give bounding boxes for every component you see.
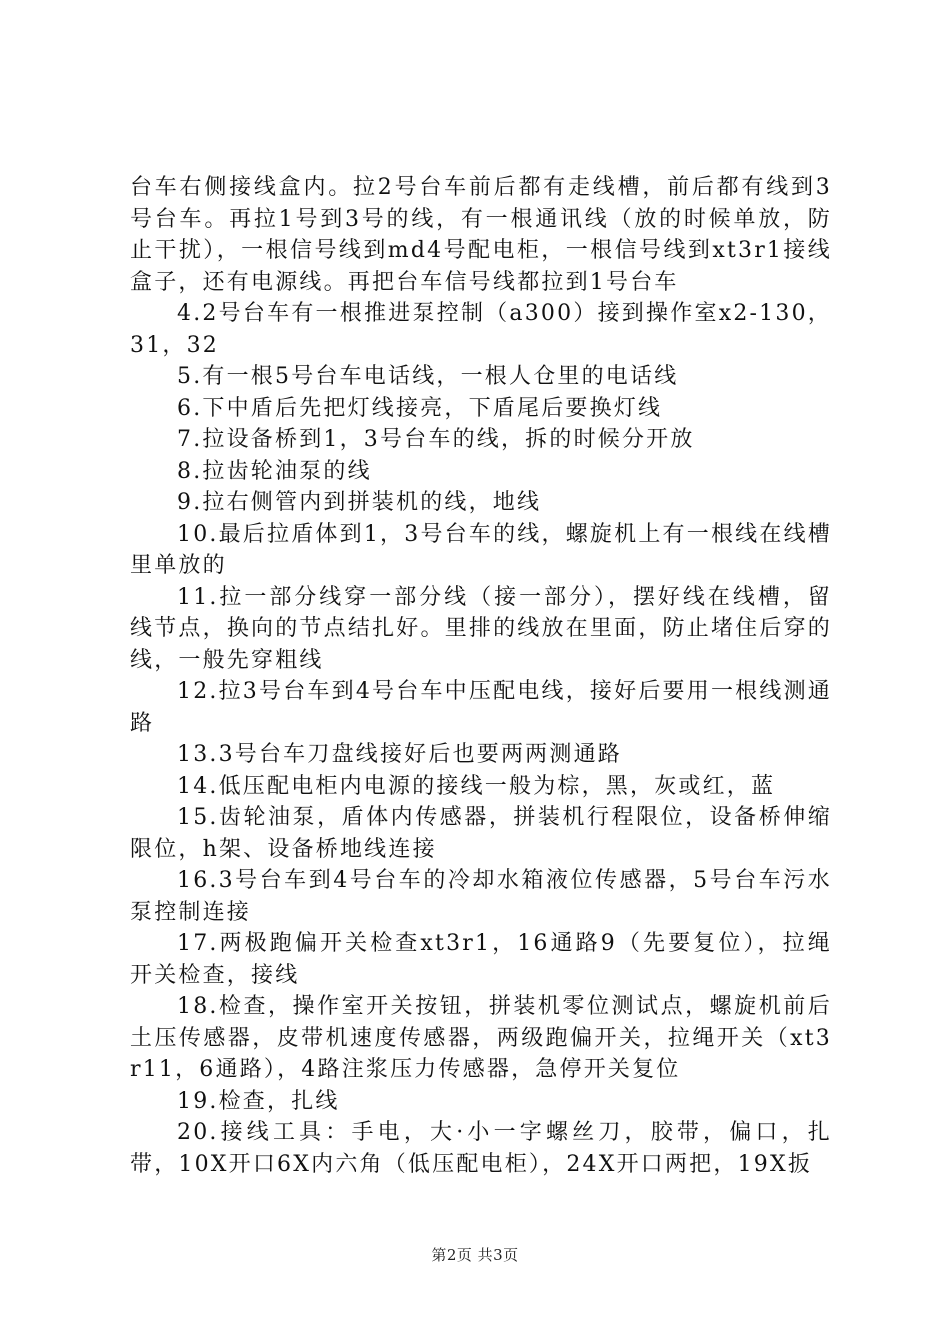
- paragraph-5: 7.拉设备桥到1，3号台车的线，拆的时候分开放: [177, 427, 695, 452]
- paragraph-15: 17.两极跑偏开关检查xt3r1，16通路9（先要复位），拉绳开关检查，接线: [130, 931, 832, 988]
- paragraph-18: 20.接线工具：手电，大·小一字螺丝刀，胶带，偏口，扎带，10X开口6X内六角（低压配电柜），24X开口两把，19X扳: [130, 1120, 832, 1177]
- paragraph-6: 8.拉齿轮油泵的线: [177, 458, 372, 484]
- paragraph-14: 16.3号台车到4号台车的冷却水箱液位传感器，5号台车污水泵控制连接: [130, 868, 832, 925]
- page-number-footer: 第2页 共3页: [431, 1246, 519, 1264]
- paragraph-2: 4.2号台车有一根推进泵控制（a300）接到操作室x2-130，31，32: [130, 301, 832, 358]
- paragraph-3: 5.有一根5号台车电话线，一根人仓里的电话线: [177, 364, 679, 389]
- document-body: [130, 172, 832, 1180]
- paragraph-10: 12.拉3号台车到4号台车中压配电线，接好后要用一根线测通路: [130, 679, 832, 736]
- paragraph-9: 11.拉一部分线穿一部分线（接一部分），摆好线在线槽，留线节点，换向的节点结扎好。里排的线放在里面，防止堵住后穿的线，一般先穿粗线: [130, 584, 832, 673]
- paragraph-11: 13.3号台车刀盘线接好后也要两两测通路: [177, 742, 622, 767]
- paragraph-17: 19.检查，扎线: [177, 1088, 340, 1114]
- paragraph-7: 9.拉右侧管内到拼装机的线，地线: [177, 490, 542, 515]
- paragraph-1: 台车右侧接线盒内。拉2号台车前后都有走线槽，前后都有线到3号台车。再拉1号到3号的线，有一根通讯线（放的时候单放，防止干扰），一根信号线到md4号配电柜，一根信号线到xt3r1接线盒子，还有电源线。再把台车信号线都拉到1号台车: [130, 175, 832, 295]
- paragraph-12: 14.低压配电柜内电源的接线一般为棕，黑，灰或红，蓝: [177, 773, 776, 799]
- paragraph-13: 15.齿轮油泵，盾体内传感器，拼装机行程限位，设备桥伸缩限位，h架、设备桥地线连接: [130, 805, 832, 862]
- paragraph-8: 10.最后拉盾体到1，3号台车的线，螺旋机上有一根线在线槽里单放的: [130, 521, 832, 578]
- paragraph-16: 18.检查，操作室开关按钮，拼装机零位测试点，螺旋机前后土压传感器，皮带机速度传感器，两级跑偏开关，拉绳开关（xt3r11，6通路），4路注浆压力传感器，急停开关复位: [130, 994, 832, 1082]
- paragraph-4: 6.下中盾后先把灯线接亮，下盾尾后要换灯线: [177, 395, 663, 421]
